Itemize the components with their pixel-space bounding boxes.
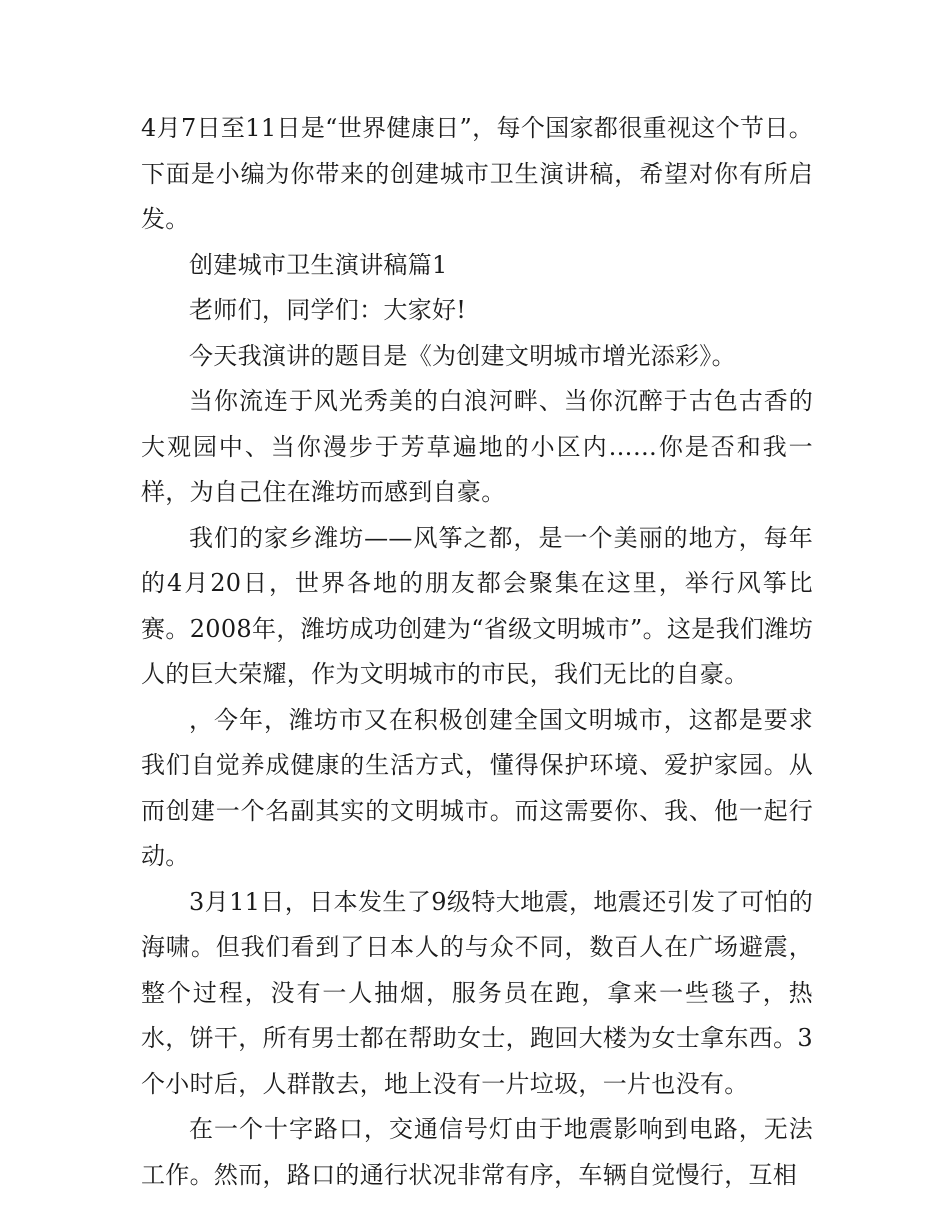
paragraph-body-1: 当你流连于风光秀美的白浪河畔、当你沉醉于古色古香的大观园中、当你漫步于芳草遍地的小区内……你是否和我一样，为自己住在潍坊而感到自豪。: [141, 387, 813, 506]
paragraph-greeting: 老师们，同学们：大家好!: [189, 296, 467, 324]
paragraph-body-5: 在一个十字路口，交通信号灯由于地震影响到电路，无法工作。然而，路口的通行状况非常有序，车辆自觉慢行，互相: [141, 1115, 813, 1189]
paragraph-body-3: ，今年，潍坊市又在积极创建全国文明城市，这都是要求我们自觉养成健康的生活方式，懂得保护环境、爱护家园。从而创建一个名副其实的文明城市。而这需要你、我、他一起行动。: [141, 705, 813, 870]
paragraph-body-4: 3月11日，日本发生了9级特大地震，地震还引发了可怕的海啸。但我们看到了日本人的与众不同，数百人在广场避震，整个过程，没有一人抽烟，服务员在跑，拿来一些毯子，热水，饼干，所有男士都在帮助女士，跑回大楼为女士拿东西。3个小时后，人群散去，地上没有一片垃圾，一片也没有。: [141, 887, 813, 1098]
paragraph-intro: 4月7日至11日是“世界健康日”，每个国家都很重视这个节日。下面是小编为你带来的创建城市卫生演讲稿，希望对你有所启发。: [141, 114, 813, 233]
paragraph-body-2: 我们的家乡潍坊——风筝之都，是一个美丽的地方，每年的4月20日，世界各地的朋友都会聚集在这里，举行风筝比赛。2008年，潍坊成功创建为“省级文明城市”。这是我们潍坊人的巨大荣耀，作为文明城市的市民，我们无比的自豪。: [141, 523, 813, 688]
paragraph-section-title: 创建城市卫生演讲稿篇1: [189, 250, 448, 279]
document-body: [141, 106, 813, 1198]
paragraph-topic: 今天我演讲的题目是《为创建文明城市增光添彩》。: [189, 341, 736, 370]
